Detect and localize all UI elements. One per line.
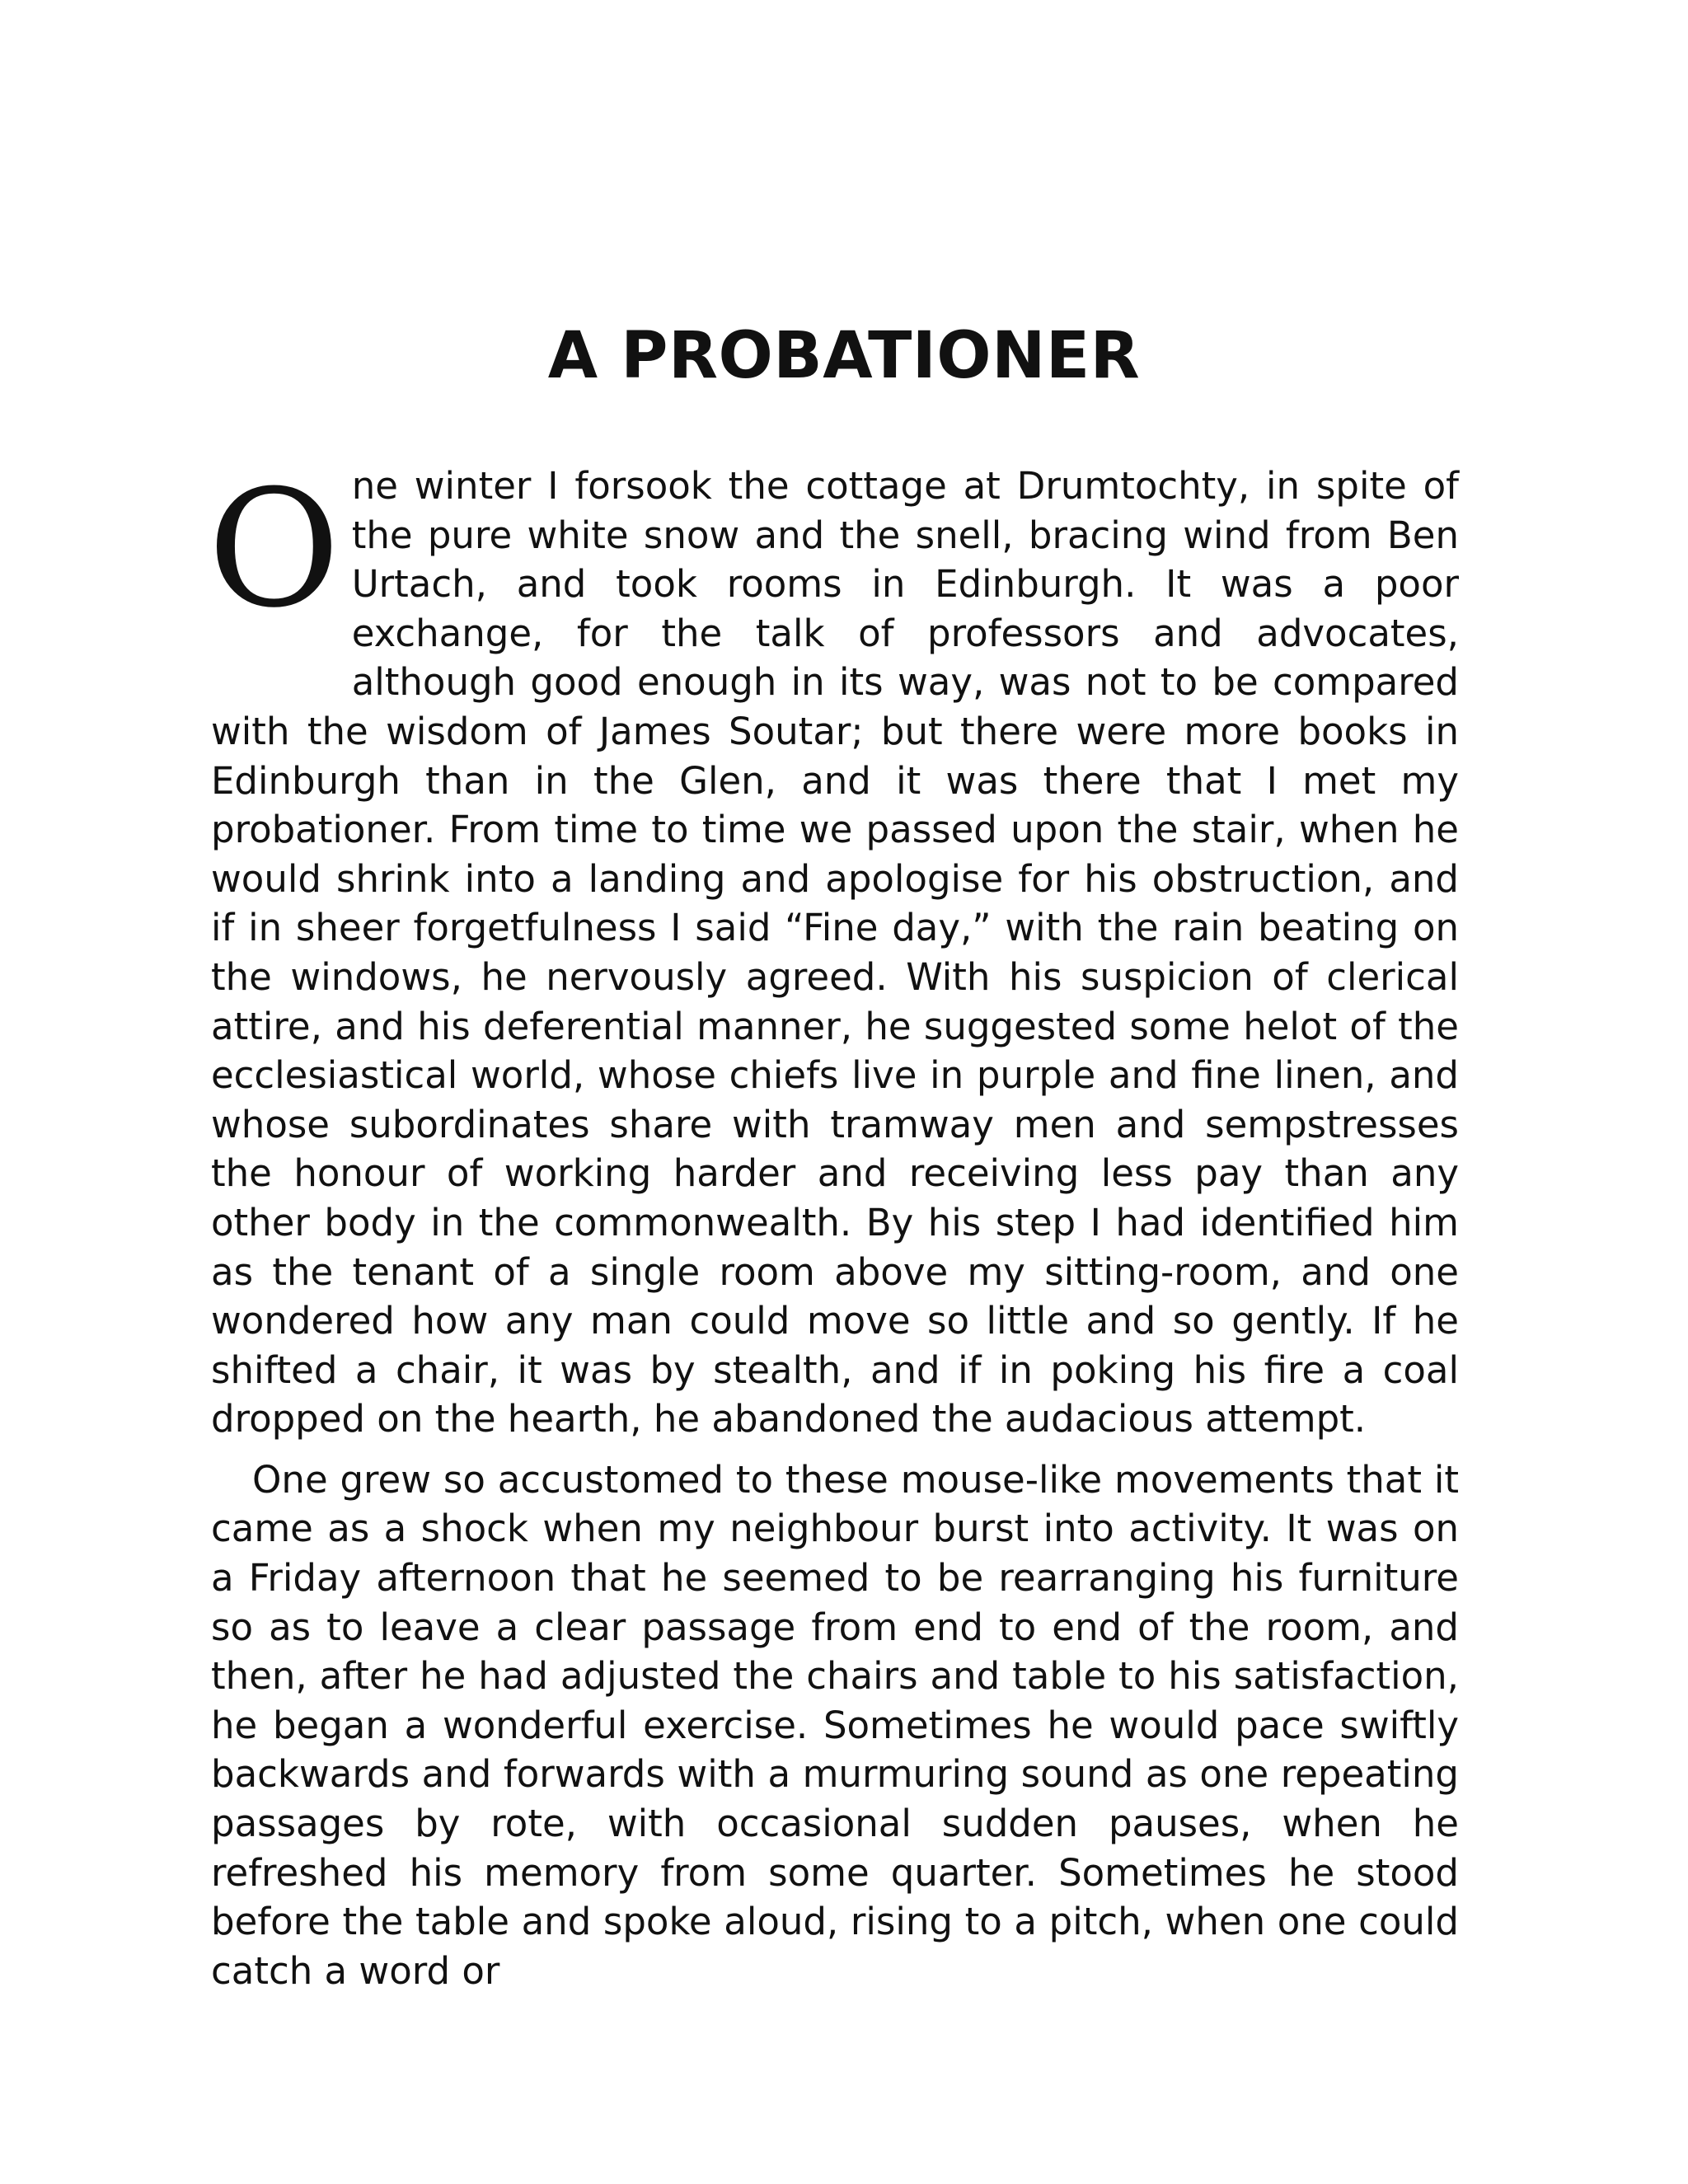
- body-text: [208, 456, 1459, 1995]
- chapter-title: A PROBATIONER: [547, 319, 1141, 393]
- paragraph-text: ne winter I forsook the cottage at Drumtochty, in spite of the pure white snow and the snell, bracing wind from Ben Urtach, and took rooms in Edinburgh. It was a poor exchange, for the talk of professors and advocates, although good enough in its way, was not to be compared with the wisdom of James Soutar; but there were more books in Edinburgh than in the Glen, and it was there that I met my probationer. From time to time we passed upon the stair, when he would shrink into a landing and apologise for his obstruction, and if in sheer forgetfulness I said “Fine day,” with the rain beating on the windows, he nervously agreed. With his suspicion of clerical attire, and his deferential manner, he suggested some helot of the ecclesiastical world, whose chiefs live in purple and fine linen, and whose subordinates share with tramway men and sempstresses the honour of working harder and receiving less pay than any other body in the commonwealth. By his step I had identified him as the tenant of a single room above my sitting-room, and one wondered how any man could move so little and so gently. If he shifted a chair, it was by stealth, and if in poking his fire a coal dropped on the hearth, he abandoned the audacious attempt.: [211, 464, 1459, 1441]
- paragraph: One grew so accustomed to these mouse-like movements that it came as a shock when my neighbour burst into activity. It was on a Friday afternoon that he seemed to be rearranging his furniture so as to leave a clear passage from end to end of the room, and then, after he had adjusted the chairs and table to his satisfaction, he began a wonderful exercise. Sometimes he would pace swiftly backwards and forwards with a murmuring sound as one repeating passages by rote, with occasional sudden pauses, when he refreshed his memory from some quarter. Sometimes he stood before the table and spoke aloud, rising to a pitch, when one could catch a word or: [211, 1457, 1459, 1993]
- drop-cap: O: [208, 456, 340, 644]
- paragraph: [208, 456, 1459, 1444]
